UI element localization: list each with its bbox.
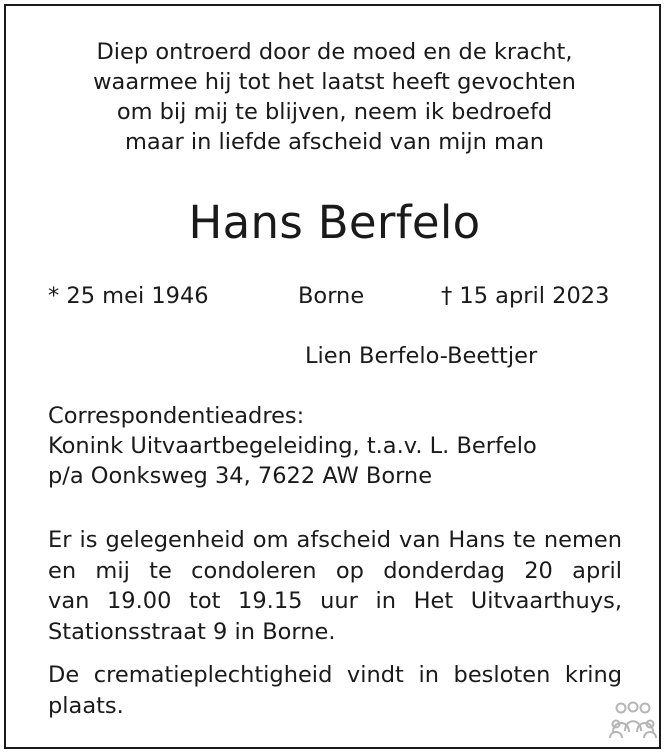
cremation-paragraph — [48, 660, 622, 721]
condolence-paragraph — [48, 525, 622, 647]
intro-line: maar in liefde afscheid van mijn man — [124, 129, 544, 155]
condolence-line: van 19.00 tot 19.15 uur in Het Uitvaarthuys, — [48, 588, 622, 614]
address-line: Correspondentieadres: — [48, 403, 305, 429]
address-line: p/a Oonksweg 34, 7622 AW Borne — [48, 463, 433, 489]
place-name: Borne — [298, 283, 365, 309]
deceased-name: Hans Berfelo — [188, 196, 481, 249]
intro-line: Diep ontroerd door de moed en de kracht, — [96, 39, 573, 65]
correspondence-address — [48, 401, 537, 491]
condolence-line: Stationsstraat 9 in Borne. — [48, 618, 336, 645]
address-line: Konink Uitvaartbegeleiding, t.a.v. L. Berfelo — [48, 433, 537, 459]
people-group-icon — [607, 700, 659, 740]
birth-date: * 25 mei 1946 — [48, 283, 209, 309]
intro-line: om bij mij te blijven, neem ik bedroefd — [116, 99, 553, 125]
cremation-line: plaats. — [48, 692, 124, 719]
death-date: † 15 april 2023 — [441, 283, 610, 309]
condolence-line: Er is gelegenheid om afscheid van Hans te nemen — [48, 527, 622, 553]
signer-name: Lien Berfelo-Beettjer — [305, 343, 538, 369]
cremation-line: De crematieplechtigheid vindt in besloten kring — [48, 662, 622, 688]
intro-text — [0, 37, 669, 157]
condolence-line: en mij te condoleren op donderdag 20 april — [48, 557, 622, 584]
intro-line: waarmee hij tot het laatst heeft gevochten — [93, 69, 576, 95]
